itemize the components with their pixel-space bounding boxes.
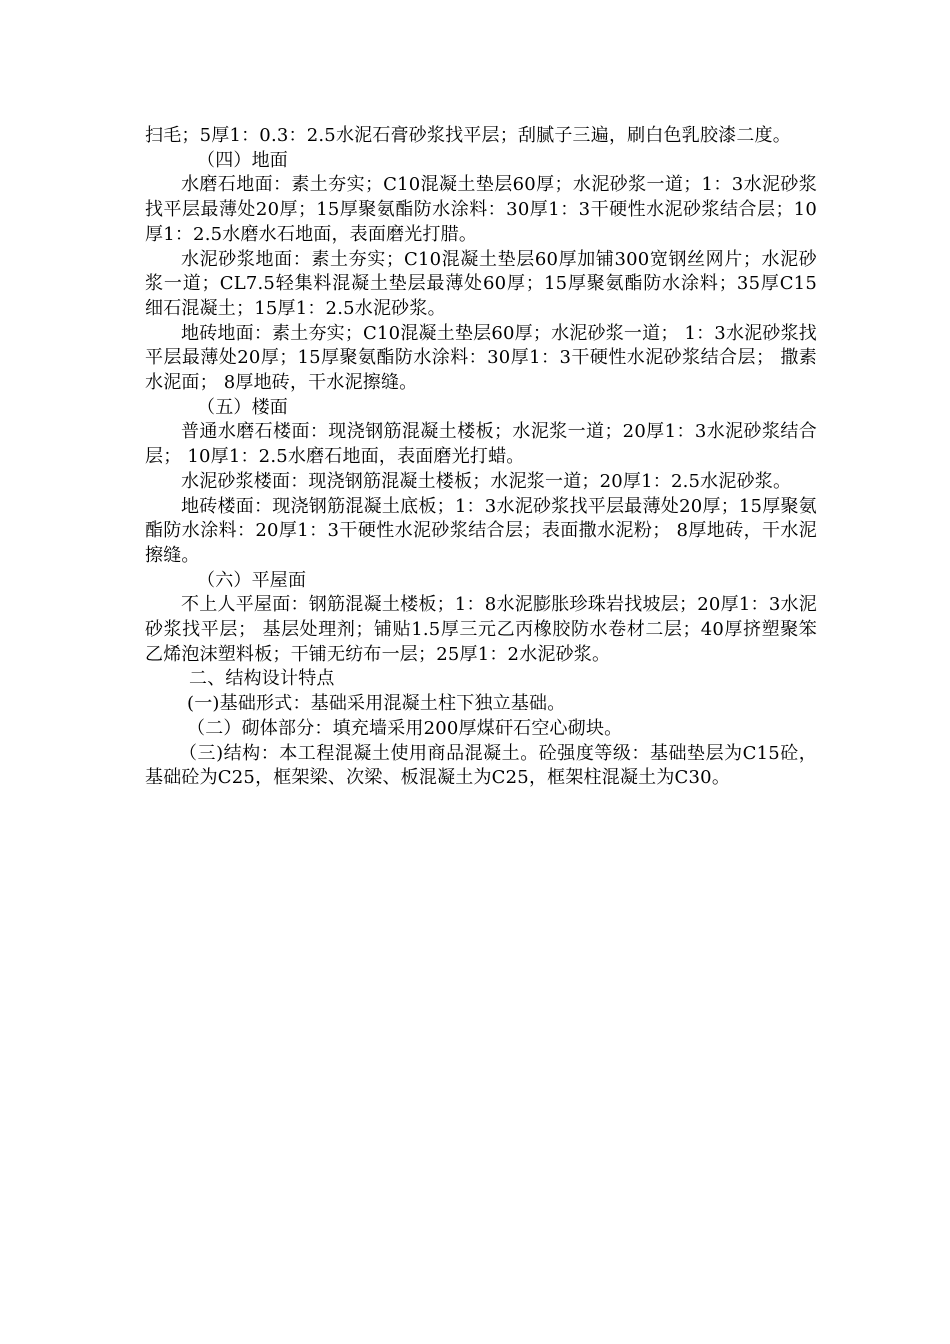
paragraph-terrazzo-floor: 普通水磨石楼面：现浇钢筋混凝土楼板；水泥浆一道；20厚1：3水泥砂浆结合层； 10厚1：2.5水磨石地面，表面磨光打蜡。 <box>145 421 817 468</box>
paragraph-mortar-ground: 水泥砂浆地面：素土夯实；C10混凝土垫层60厚加铺300宽钢丝网片；水泥砂浆一道；CL7.5轻集料混凝土垫层最薄处60厚；15厚聚氨酯防水涂料；35厚C15细石混凝土；15厚1：2.5水泥砂浆。 <box>145 248 817 319</box>
paragraph-masonry: （二）砌体部分：填充墙采用200厚煤矸石空心砌块。 <box>187 717 623 739</box>
paragraph-roof: 不上人平屋面：钢筋混凝土楼板；1：8水泥膨胀珍珠岩找坡层；20厚1：3水泥砂浆找平层； 基层处理剂；铺贴1.5厚三元乙丙橡胶防水卷材二层；40厚挤塑聚笨乙烯泡沫塑料板；干铺无纺布一层；25厚1：2水泥砂浆。 <box>145 594 817 665</box>
heading-roof: （六）平屋面 <box>197 569 307 591</box>
heading-structure: 二、结构设计特点 <box>189 668 335 690</box>
paragraph-foundation: (一)基础形式：基础采用混凝土柱下独立基础。 <box>187 693 566 715</box>
document-body <box>145 124 817 791</box>
paragraph-tile-floor: 地砖楼面：现浇钢筋混凝土底板；1：3水泥砂浆找平层最薄处20厚；15厚聚氨酯防水涂料：20厚1：3干硬性水泥砂浆结合层；表面撒水泥粉； 8厚地砖，干水泥擦缝。 <box>145 495 817 566</box>
paragraph-tile-ground: 地砖地面：素土夯实；C10混凝土垫层60厚；水泥砂浆一道； 1：3水泥砂浆找平层最薄处20厚；15厚聚氨酯防水涂料：30厚1：3干硬性水泥砂浆结合层； 撒素水泥面； 8厚地砖，干水泥擦缝。 <box>145 322 817 394</box>
paragraph-mortar-floor: 水泥砂浆楼面：现浇钢筋混凝土楼板；水泥浆一道；20厚1：2.5水泥砂浆。 <box>181 470 792 492</box>
paragraph-plaster-continuation: 扫毛；5厚1：0.3：2.5水泥石膏砂浆找平层；刮腻子三遍，刷白色乳胶漆二度。 <box>145 125 791 146</box>
paragraph-structure: （三)结构：本工程混凝土使用商品混凝土。砼强度等级：基础垫层为C15砼，基础砼为C25，框架梁、次梁、板混凝土为C25，框架柱混凝土为C30。 <box>145 742 817 789</box>
heading-ground: （四）地面 <box>197 149 288 171</box>
heading-floor: （五）楼面 <box>197 396 288 418</box>
paragraph-terrazzo-ground: 水磨石地面：素土夯实；C10混凝土垫层60厚；水泥砂浆一道；1：3水泥砂浆找平层最薄处20厚；15厚聚氨酯防水涂料：30厚1：3干硬性水泥砂浆结合层；10厚1：2.5水磨水石地面，表面磨光打腊。 <box>145 174 817 245</box>
